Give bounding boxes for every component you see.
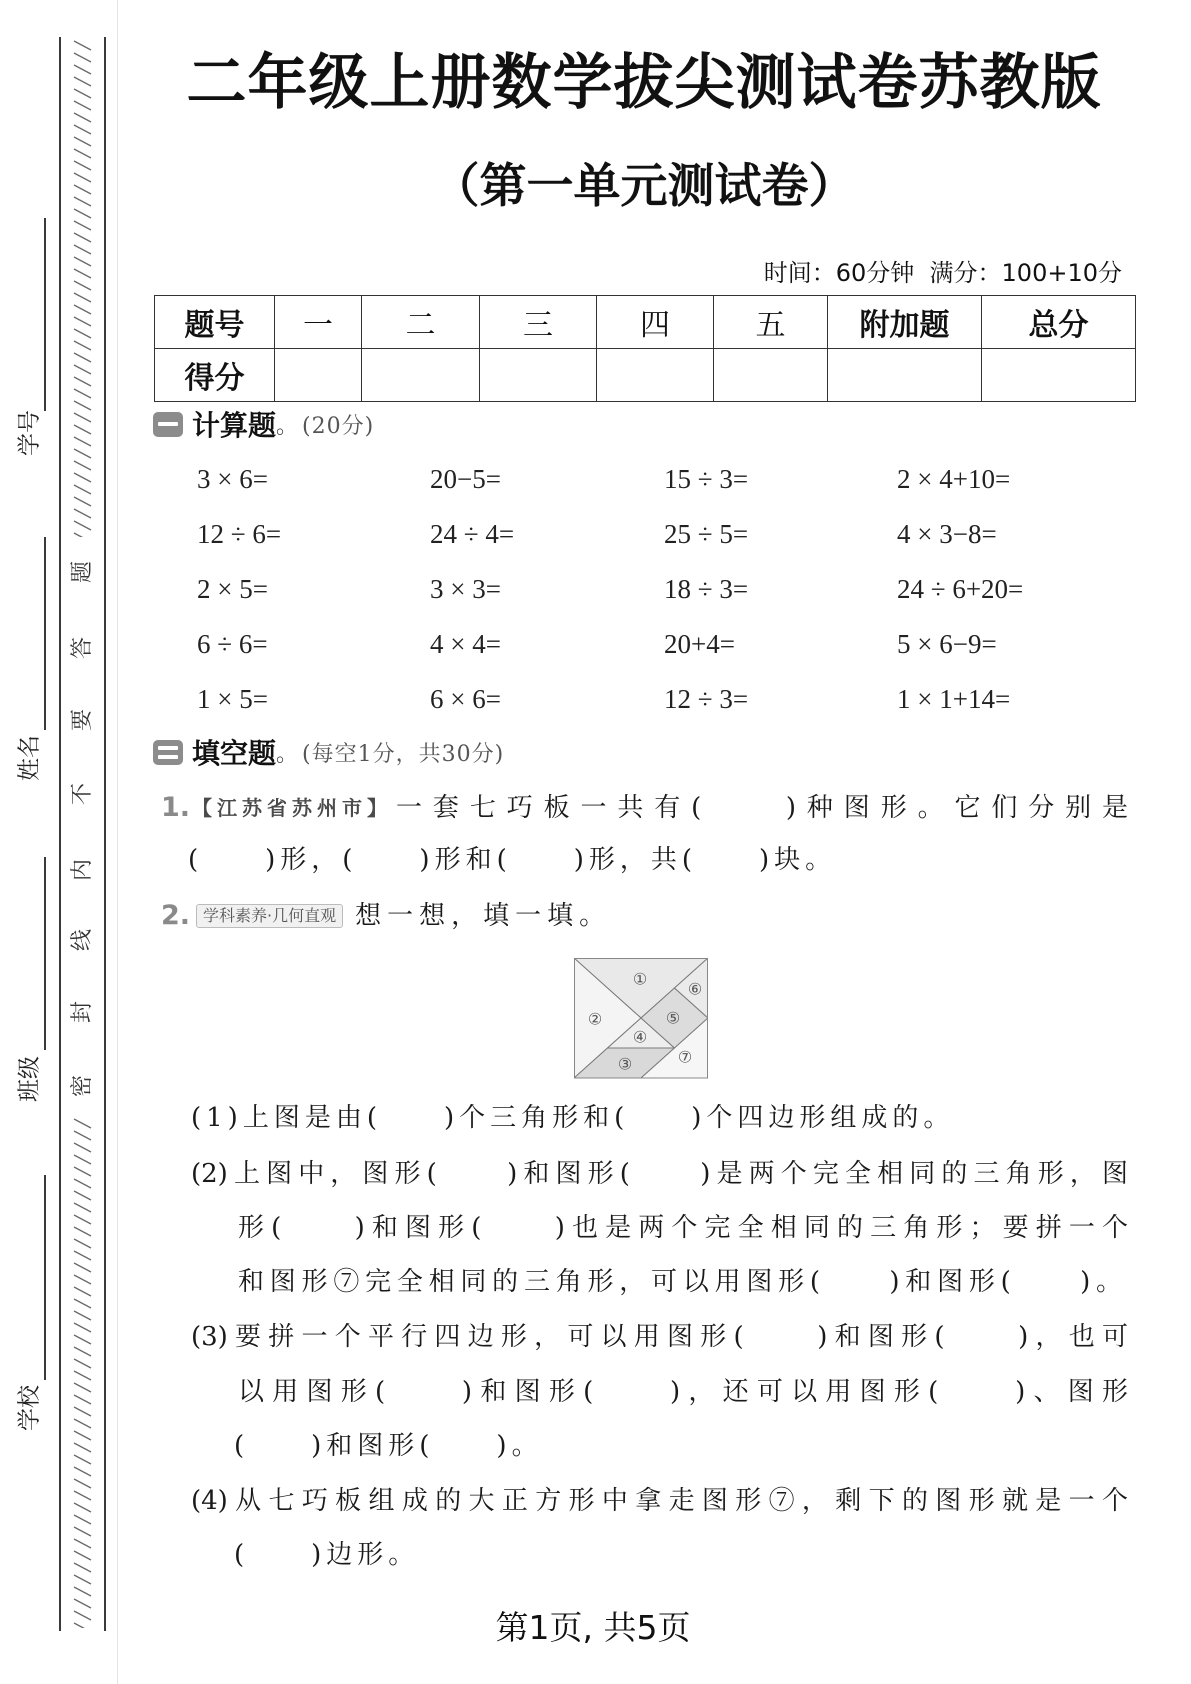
tangram-label-4: ④: [632, 1027, 648, 1047]
name-label: 姓名: [16, 735, 43, 781]
equation: 18 ÷ 3=: [664, 574, 749, 604]
equation: 20+4=: [664, 629, 735, 659]
tangram-label-5: ⑤: [665, 1008, 681, 1028]
binding-line-inner: [104, 37, 106, 1631]
equation: 3 × 6=: [197, 464, 268, 494]
question-text: 一套七巧板一共有( )种图形。它们分别是: [396, 793, 1128, 823]
tangram-figure: [574, 958, 708, 1079]
subquestion-2-line-1: (2)上图中，图形( )和图形( )是两个完全相同的三角形，图: [191, 1159, 1128, 1189]
score-cell: [597, 349, 714, 402]
section-points: (20分): [302, 413, 375, 439]
score-table: [154, 295, 1136, 402]
section-one-header: [153, 409, 375, 442]
score-row-label: 得分: [155, 349, 275, 402]
score-table-header-row: [155, 296, 1136, 349]
seal-char: 要: [70, 708, 95, 732]
subquestion-3-line-1: (3)要拼一个平行四边形，可以用图形( )和图形( )，也可: [191, 1322, 1128, 1352]
equation: 5 × 6−9=: [897, 629, 997, 659]
header-cell-part-4: 四: [597, 296, 714, 349]
question-1-line-2: ( )形，( )形和( )形，共( )块。: [188, 845, 837, 875]
question-2-header: [161, 900, 611, 932]
subquestion-3-line-2: 以用图形( )和图形( )，还可以用图形( )、图形: [238, 1377, 1128, 1407]
seal-char: 密: [70, 1074, 95, 1098]
school-label: 学校: [16, 1385, 43, 1431]
section-points: (每空1分，共30分): [302, 741, 505, 767]
section-period: 。: [276, 741, 299, 767]
equation: 2 × 5=: [197, 574, 268, 604]
score-cell: [480, 349, 597, 402]
equation: 6 × 6=: [430, 684, 501, 714]
calculation-grid: [197, 452, 1137, 727]
equation: 4 × 3−8=: [897, 519, 997, 549]
header-cell-total: 总分: [982, 296, 1136, 349]
question-number: 2.: [161, 900, 191, 931]
header-cell-question-no: 题号: [155, 296, 275, 349]
equation: 6 ÷ 6=: [197, 629, 268, 659]
binding-edge-line: [117, 0, 118, 1684]
header-cell-part-2: 二: [362, 296, 480, 349]
page-subtitle: （第一单元测试卷）: [432, 159, 856, 214]
score-cell: [714, 349, 828, 402]
equation: 3 × 3=: [430, 574, 501, 604]
tangram-label-3: ③: [617, 1054, 633, 1074]
section-two-header: [153, 737, 505, 770]
header-cell-part-5: 五: [714, 296, 828, 349]
equation: 4 × 4=: [430, 629, 501, 659]
equation: 12 ÷ 3=: [664, 684, 749, 714]
tangram-label-6: ⑥: [687, 979, 703, 999]
name-underline: [44, 537, 46, 730]
school-underline: [44, 1175, 46, 1380]
question-prompt: 想一想，填一填。: [355, 901, 612, 931]
exam-meta: 时间：60分钟 满分：100+10分: [763, 259, 1122, 287]
seal-char: 题: [70, 560, 95, 584]
class-underline: [44, 857, 46, 1050]
seal-char: 不: [70, 782, 95, 806]
seal-char: 封: [70, 1000, 95, 1024]
subquestion-3-line-3: ( )和图形( )。: [234, 1431, 543, 1461]
section-title: 填空题: [192, 737, 277, 770]
binding-line-outer: [59, 37, 61, 1631]
question-1-line-1: [161, 792, 1128, 824]
equation: 24 ÷ 6+20=: [897, 574, 1024, 604]
competency-tag: 学科素养·几何直观: [196, 904, 343, 928]
header-cell-part-3: 三: [480, 296, 597, 349]
subquestion-4-line-1: (4)从七巧板组成的大正方形中拿走图形⑦，剩下的图形就是一个: [191, 1486, 1128, 1516]
score-cell: [362, 349, 480, 402]
equation: 12 ÷ 6=: [197, 519, 282, 549]
student-id-underline: [44, 218, 46, 411]
equation: 24 ÷ 4=: [430, 519, 515, 549]
seal-char: 线: [70, 928, 95, 952]
section-title: 计算题: [192, 409, 277, 442]
tangram-label-7: ⑦: [677, 1047, 693, 1067]
section-two-icon: [153, 740, 183, 765]
subquestion-1-line-1: (1)上图是由( )个三角形和( )个四边形组成的。: [191, 1103, 955, 1133]
equation: 1 × 5=: [197, 684, 268, 714]
student-id-label: 学号: [16, 410, 43, 456]
equation: 25 ÷ 5=: [664, 519, 749, 549]
score-table-score-row: [155, 349, 1136, 402]
subquestion-4-line-2: ( )边形。: [234, 1540, 420, 1570]
score-cell: [275, 349, 362, 402]
equation: 2 × 4+10=: [897, 464, 1011, 494]
section-one-icon: [153, 412, 183, 437]
hatch-pattern-bottom: [72, 1118, 94, 1628]
tangram-label-2: ②: [587, 1009, 603, 1029]
score-cell: [828, 349, 982, 402]
question-source: 【江苏省苏州市】: [192, 796, 393, 820]
header-cell-part-1: 一: [275, 296, 362, 349]
equation: 20−5=: [430, 464, 501, 494]
page-indicator: 第1页, 共5页: [495, 1608, 691, 1647]
tangram-label-1: ①: [632, 969, 648, 989]
seal-char: 内: [70, 858, 95, 882]
hatch-pattern-top: [72, 40, 94, 537]
header-cell-bonus: 附加题: [828, 296, 982, 349]
equation: 15 ÷ 3=: [664, 464, 749, 494]
subquestion-2-line-2: 形( )和图形( )也是两个完全相同的三角形；要拼一个: [238, 1213, 1128, 1243]
section-period: 。: [276, 413, 299, 439]
seal-char: 答: [70, 636, 95, 660]
subquestion-2-line-3: 和图形⑦完全相同的三角形，可以用图形( )和图形( )。: [238, 1267, 1122, 1297]
class-label: 班级: [16, 1056, 43, 1102]
equation: 1 × 1+14=: [897, 684, 1011, 714]
score-cell: [982, 349, 1136, 402]
question-number: 1.: [161, 792, 191, 823]
page-title: 二年级上册数学拔尖测试卷苏教版: [186, 48, 1102, 118]
